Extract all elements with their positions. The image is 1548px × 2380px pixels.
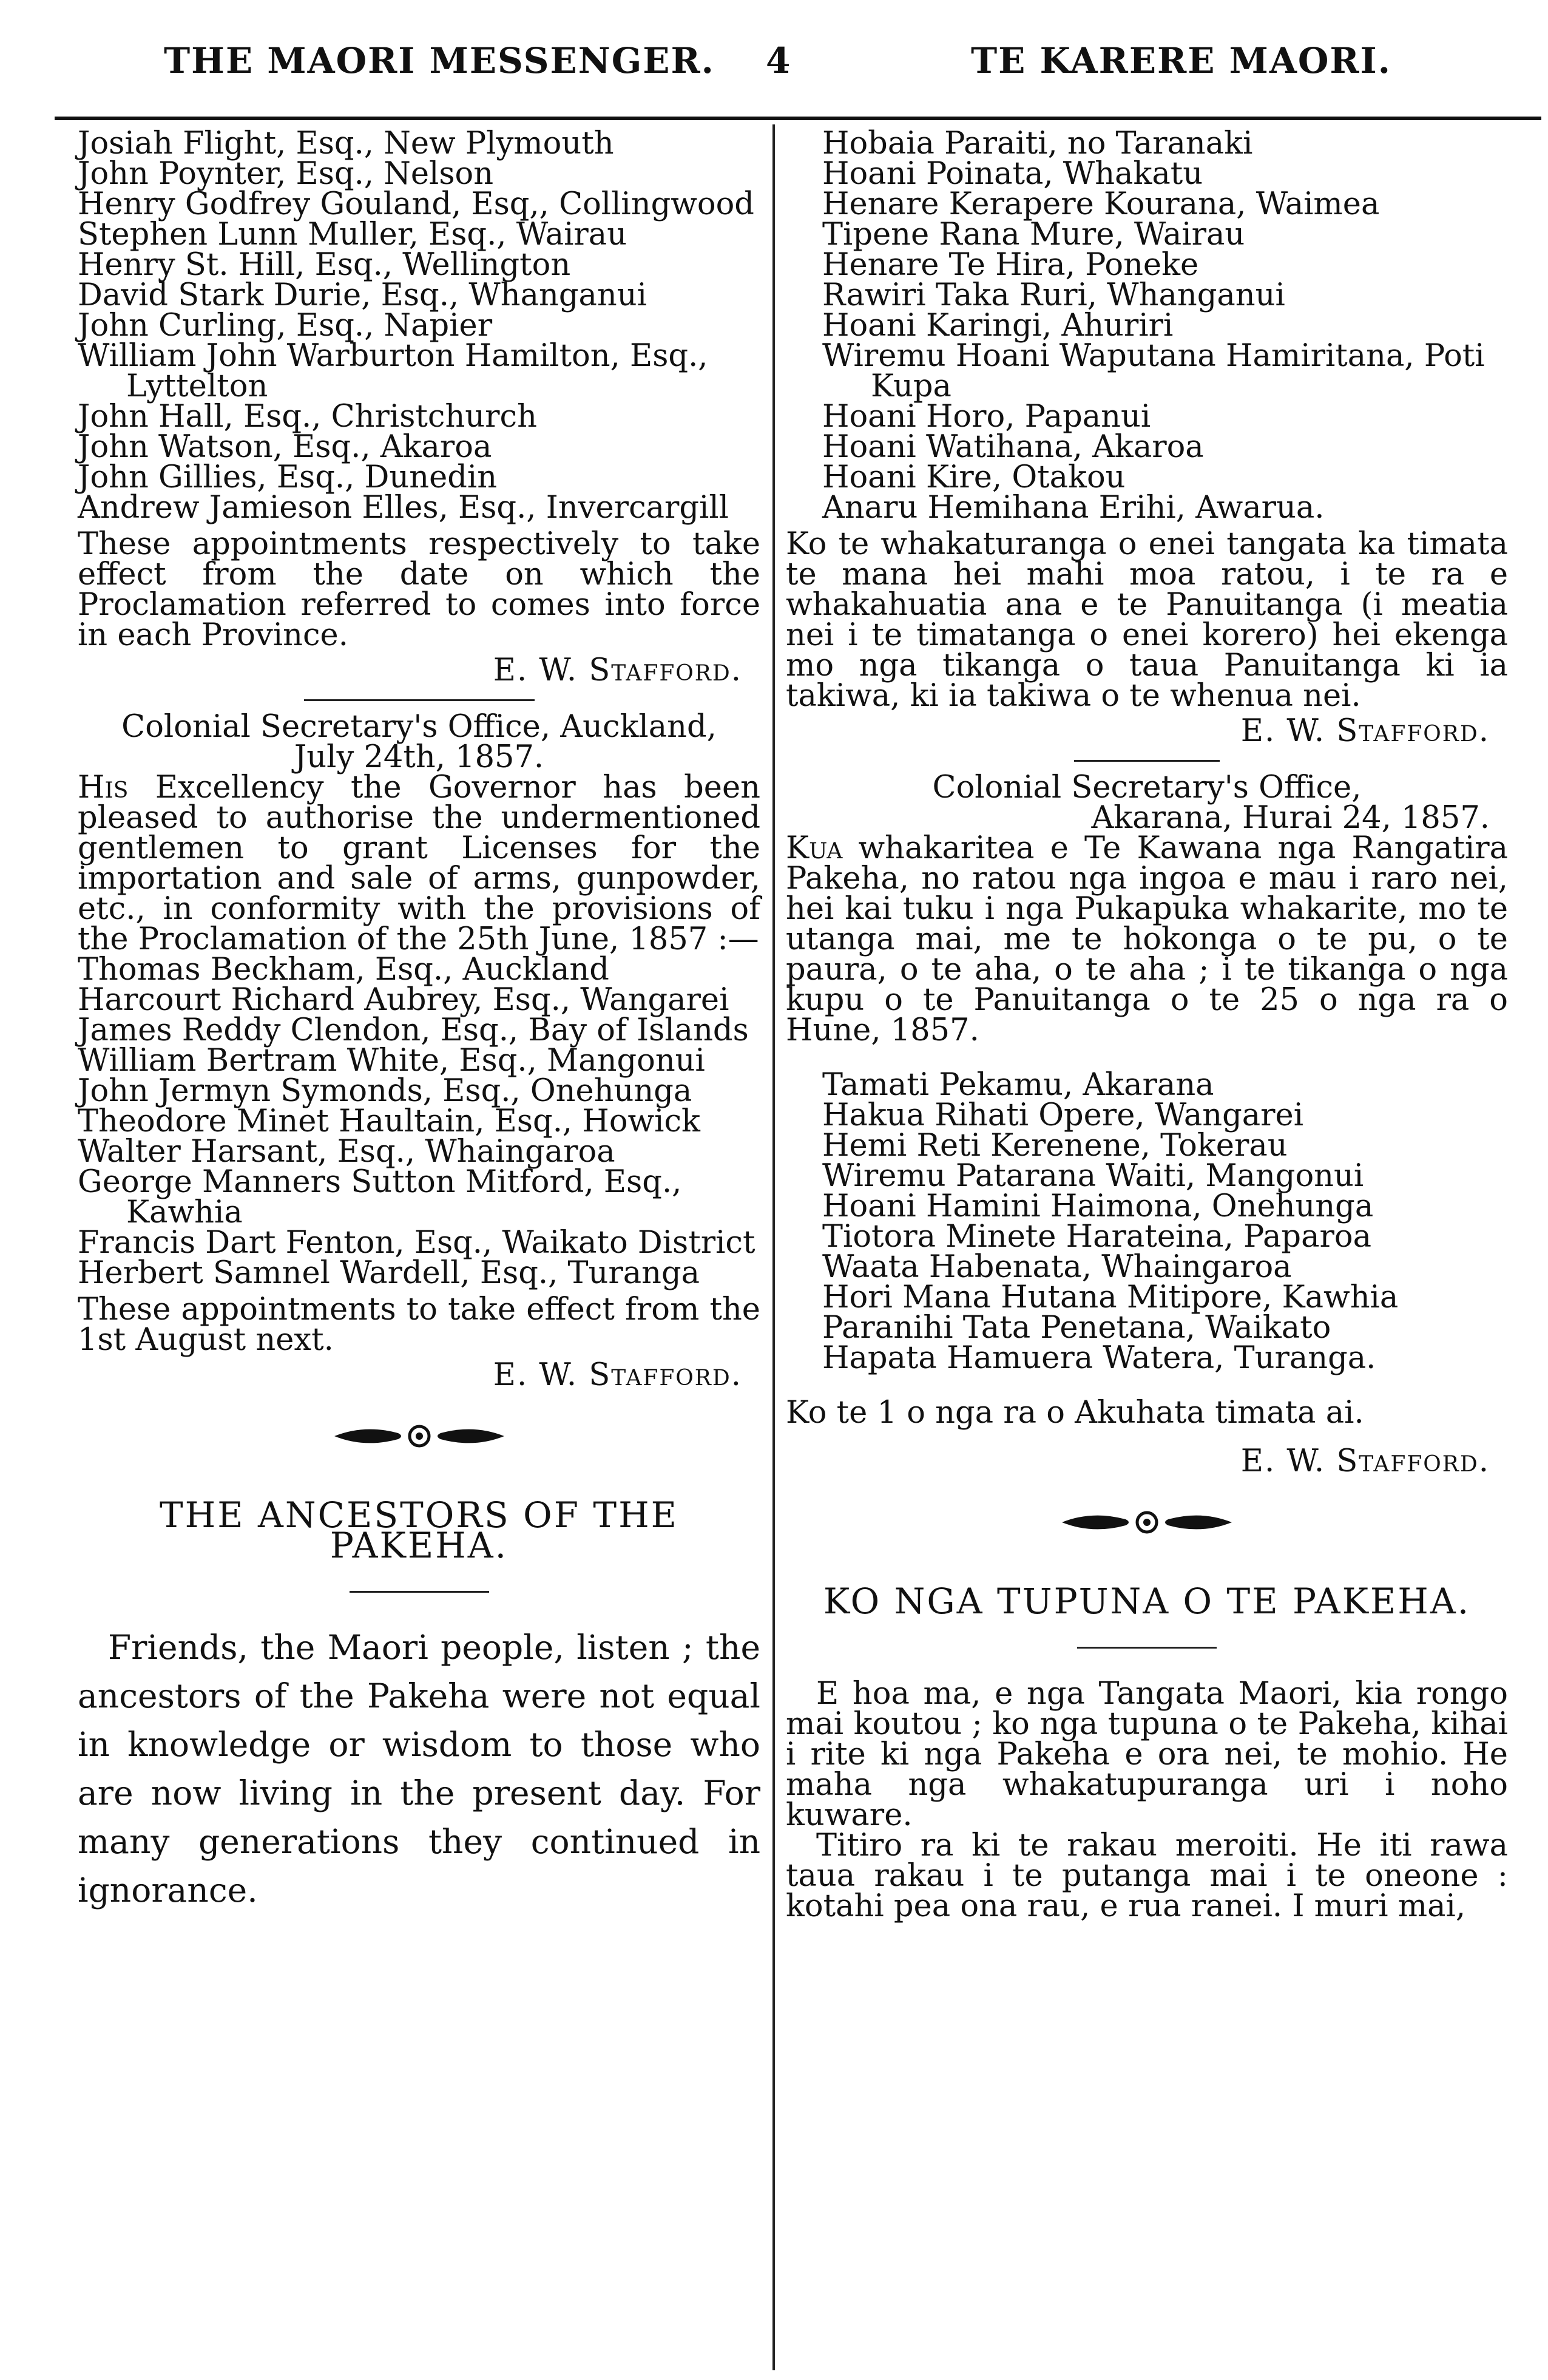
list-item: Wiremu Hoani Waputana Hamiritana, Poti Kupa (822, 338, 1485, 404)
signature (786, 1443, 1490, 1479)
masthead-english: THE MAORI MESSENGER. (164, 40, 715, 81)
ornament-icon (328, 1415, 510, 1457)
list-item: William Bertram White, Esq., Mangonui (78, 1043, 705, 1079)
signature-initials: E. W. (493, 1357, 578, 1393)
signature-name: Stafford. (1336, 713, 1490, 749)
list-item: Hobaia Paraiti, no Taranaki (822, 126, 1253, 161)
title-rule (1077, 1647, 1217, 1649)
office-dateline: Colonial Secretary's Office, (932, 770, 1362, 805)
story-paragraph: Friends, the Maori people, listen ; the ancestors of the Pakeha were not equal in knowledge or wisdom to those who are now living in the present day. For many generations they continued in ignorance. (78, 1628, 760, 1910)
notice-paragraph: Ko te whakaturanga o enei tangata ka timata te mana hei mahi moa ratou, i te ra e whakahuatia ana e te Panuitanga (i meatia nei i te timatanga o enei korero) hei ekenga mo nga tikanga o taua Panuitanga ki ia takiwa, ki ia takiwa o te whenua nei. (786, 526, 1508, 714)
list-item: Hoani Kire, Otakou (822, 459, 1126, 495)
list-item: John Poynter, Esq., Nelson (78, 156, 494, 192)
list-item: Harcourt Richard Aubrey, Esq., Wangarei (78, 982, 729, 1018)
list-item: John Jermyn Symonds, Esq., Onehunga (78, 1073, 692, 1109)
list-item: Hemi Reti Kerenene, Tokerau (822, 1128, 1288, 1164)
signature-name: Stafford. (1336, 1443, 1490, 1479)
list-item: Waata Habenata, Whaingaroa (822, 1249, 1292, 1285)
section-rule (1074, 760, 1220, 762)
list-item: Henare Te Hira, Poneke (822, 247, 1199, 283)
signature-initials: E. W. (1240, 713, 1326, 749)
signature-name: Stafford. (589, 1357, 742, 1393)
story-title: THE ANCESTORS OF THE PAKEHA. (159, 1494, 679, 1566)
list-item: Herbert Samnel Wardell, Esq., Turanga (78, 1255, 700, 1291)
list-item: Wiremu Patarana Waiti, Mangonui (822, 1158, 1364, 1194)
notice-paragraph: These appointments to take effect from the 1st August next. (78, 1292, 760, 1358)
paragraph-text: Excellency the Governor has been pleased to authorise the undermentioned gentlemen to grant Licenses for the importation and sale of arms, gunpowder, etc., in conformity with the provisions of the Proclamation of the 25th June, 1857 :— (78, 770, 760, 957)
list-item: Anaru Hemihana Erihi, Awarua. (822, 490, 1325, 526)
list-item: Tipene Rana Mure, Wairau (822, 217, 1245, 253)
list-item: Henry St. Hill, Esq., Wellington (78, 247, 571, 283)
story-paragraph: Titiro ra ki te rakau meroiti. He iti rawa taua rakau i te putanga mai i te oneone : kotahi pea ona rau, e rua ranei. I muri mai, (786, 1828, 1508, 1924)
list-item: Henare Kerapere Kourana, Waimea (822, 186, 1380, 222)
list-item: John Gillies, Esq., Dunedin (78, 459, 498, 495)
story-paragraph: E hoa ma, e nga Tangata Maori, kia rongo mai koutou ; ko nga tupuna o te Pakeha, kihai i rite ki nga Pakeha e ora nei, te mohio. He maha nga whakatupuranga uri i noho kuware. (786, 1676, 1508, 1833)
left-column (78, 126, 760, 1914)
list-item: Hakua Rihati Opere, Wangarei (822, 1097, 1304, 1133)
office-dateline: Colonial Secretary's Office, Auckland, (121, 709, 717, 745)
right-column (786, 126, 1508, 1924)
list-item: James Reddy Clendon, Esq., Bay of Islands (78, 1012, 749, 1048)
title-rule (350, 1591, 489, 1593)
header-rule (55, 117, 1541, 120)
list-item: Hori Mana Hutana Mitipore, Kawhia (822, 1280, 1399, 1315)
licensee-list-maori (786, 1067, 1508, 1376)
list-item: John Watson, Esq., Akaroa (78, 429, 492, 465)
signature (786, 713, 1490, 749)
list-item: Tamati Pekamu, Akarana (822, 1067, 1214, 1103)
notice-paragraph: These appointments respectively to take effect from the date on which the Proclamation referred to comes into force in each Province. (78, 526, 760, 653)
licensee-list-english (78, 952, 760, 1291)
office-date: July 24th, 1857. (294, 739, 544, 775)
notice-paragraph: Ko te 1 o nga ra o Akuhata timata ai. (786, 1395, 1364, 1431)
list-item: Theodore Minet Haultain, Esq., Howick (78, 1104, 700, 1139)
column-divider (772, 124, 775, 2370)
signature-initials: E. W. (493, 653, 578, 688)
signature (78, 1357, 742, 1393)
spacer (786, 1046, 1508, 1070)
paragraph-text: whakaritea e Te Kawana nga Rangatira Pakeha, no ratou nga ingoa e mau i raro nei, hei kai tuku i nga Pukapuka whakarite, mo te utanga mai, me te hokonga o te pu, o te paura, o te aha, o te aha ; i te tikanga o nga kupu o te Panuitanga o te 25 o nga ra o Hune, 1857. (786, 830, 1508, 1048)
list-item: Henry Godfrey Gouland, Esq,, Collingwood (78, 186, 754, 222)
list-item: John Curling, Esq., Napier (78, 308, 493, 344)
list-item: Hoani Watihana, Akaroa (822, 429, 1204, 465)
lead-word: His (78, 770, 129, 805)
list-item: Hoani Karingi, Ahuriri (822, 308, 1174, 344)
list-item: Hoani Poinata, Whakatu (822, 156, 1203, 192)
list-item: Hoani Hamini Haimona, Onehunga (822, 1188, 1374, 1224)
notice-paragraph (78, 770, 760, 957)
page-number: 4 (766, 40, 792, 81)
ornament-divider (786, 1501, 1508, 1544)
list-item: George Manners Sutton Mitford, Esq., Kawhia (78, 1164, 682, 1230)
story-title: KO NGA TUPUNA O TE PAKEHA. (823, 1581, 1471, 1622)
list-item: John Hall, Esq., Christchurch (78, 399, 537, 435)
masthead-maori: TE KARERE MAORI. (971, 40, 1391, 81)
list-item: David Stark Durie, Esq., Whanganui (78, 277, 647, 313)
lead-word: Kua (786, 830, 843, 866)
list-item: Paranihi Tata Penetana, Waikato (822, 1310, 1331, 1346)
list-item: Francis Dart Fenton, Esq., Waikato District (78, 1225, 755, 1261)
signature-initials: E. W. (1240, 1443, 1326, 1479)
list-item: Tiotora Minete Harateina, Paparoa (822, 1219, 1371, 1255)
ornament-divider (78, 1415, 760, 1457)
list-item: Rawiri Taka Ruri, Whanganui (822, 277, 1285, 313)
appointee-list-english (78, 126, 760, 526)
notice-paragraph (786, 830, 1508, 1048)
list-item: Josiah Flight, Esq., New Plymouth (78, 126, 614, 161)
list-item: Hoani Horo, Papanui (822, 399, 1151, 435)
office-date: Akarana, Hurai 24, 1857. (1091, 800, 1490, 836)
list-item: Walter Harsant, Esq., Whaingaroa (78, 1134, 615, 1170)
appointee-list-maori (786, 126, 1508, 526)
list-item: Andrew Jamieson Elles, Esq., Invercargill (78, 490, 729, 526)
list-item: William John Warburton Hamilton, Esq., Lyttelton (78, 338, 708, 404)
section-rule (304, 699, 535, 701)
signature (78, 653, 742, 688)
ornament-icon (1056, 1501, 1238, 1544)
list-item: Stephen Lunn Muller, Esq., Wairau (78, 217, 627, 253)
list-item: Hapata Hamuera Watera, Turanga. (822, 1340, 1376, 1376)
list-item: Thomas Beckham, Esq., Auckland (78, 952, 609, 988)
signature-name: Stafford. (589, 653, 742, 688)
